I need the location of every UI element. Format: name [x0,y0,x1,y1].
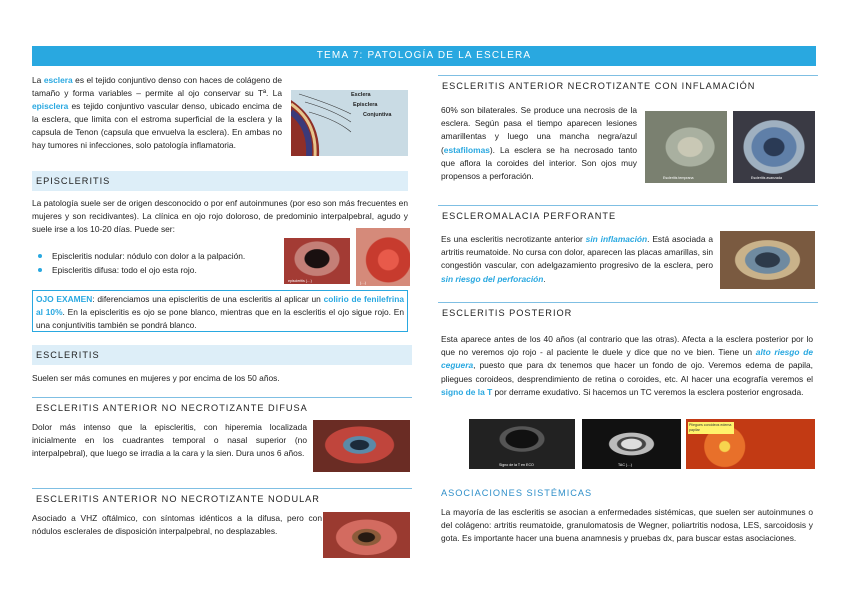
nodular-text: Asociado a VHZ oftálmico, con síntomas idénticos a la difusa, pero con nódulos esclerales de disposición interpalpebral, no desplazables. [32,513,322,537]
eco-caption: Signo de la T en ECO [499,463,534,467]
heading-escleromalacia: ESCLEROMALACIA PERFORANTE [438,205,818,226]
eco-signo-t-photo [469,419,575,469]
escleromalacia-text: Es una escleritis necrotizante anterior sin inflamación. Está asociada a artritis reumatoide. No cursa con dolor, aparecen las placas amarillas, sin congestión vascular, con adelgazamiento progresivo de la esclera, pero sin riesgo del perforación. [441,234,714,284]
escleritis-avanzada-caption: Escleritis avanzada [751,176,782,180]
bullet-difusa: Episcleritis difusa: todo el ojo esta rojo. [38,263,245,277]
tac-caption: TAC (…) [618,463,632,467]
heading-necrotizante: ESCLERITIS ANTERIOR NECROTIZANTE CON INFLAMACIÓN [438,75,818,96]
episcleritis-bullets [38,249,245,277]
sclera-anatomy-diagram [291,90,408,156]
term-estafilomas: estafilomas [443,144,490,155]
difusa-text: Dolor más intenso que la episcleritis, con hiperemia localizada inicialmente en los cuadrantes temporal o nasal superior (no interpalpebral), que luego se irradia a la cara y la sien. Dura unos 6 años. [32,422,307,459]
escleritis-temprana-caption: Escleritis temprana [663,176,694,180]
heading-asociaciones: ASOCIACIONES SISTÉMICAS [441,488,593,498]
diagram-label-conjuntiva: Conjuntiva [363,112,392,118]
nodular-photo [323,512,410,558]
ojo-examen-box: OJO EXAMEN: diferenciamos una episcleritis de una escleritis al aplicar un colirio de fenilefrina al 10%. En la episcleritis es ojo se pone blanco, mientras que en la escleritis el ojo sigue rojo. En una conjuntivitis también se pondrá blanco. [32,290,408,332]
term-sin-inflamacion: sin inflamación [585,234,648,244]
heading-escleritis: ESCLERITIS [32,345,412,365]
escleromalacia-photo [720,231,815,289]
term-episclera: episclera [32,101,69,111]
heading-posterior: ESCLERITIS POSTERIOR [438,302,818,323]
diagram-label-episclera: Episclera [353,102,378,108]
fondo-ojo-caption: Pliegues coroideos edema papilar [688,422,734,434]
difusa-photo [313,420,410,472]
ojo-examen-label: OJO EXAMEN [36,294,93,304]
bullet-dot-icon [38,268,42,272]
posterior-text: Esta aparece antes de los 40 años (al contrario que las otras). Afecta a la esclera posterior por lo que no veremos ojo rojo - al paciente le duele y dice que no ve bien. Tiene un alto riesgo de ceguera, puesto que para dx tenemos que hacer un fondo de ojo. Veremos edema de papila, pliegues coroideos, desprendimiento de retina o coroides, etc. Al hacer una ecografía veremos el signo de la T por derrame exudativo. Si hacemos un TC veremos la esclera posterior engrosada. [441,334,813,397]
episcleritis-photo-2-caption: (…) [360,281,366,285]
term-esclera: esclera [43,75,73,85]
escleritis-avanzada-photo [733,111,815,183]
asociaciones-text: La mayoría de las escleritis se asocian a enfermedades sistémicas, que suelen ser autoinmunes o del colágeno: artritis reumatoide, granulomatosis de Wegner, poliartritis nodosa, LES, sarcoidosis y gota. Es importante hacer una buena anamnesis y pruebas dx, para buscar estas asociaciones. [441,507,813,544]
escleritis-temprana-photo [645,111,727,183]
episcleritis-text: La patología suele ser de origen desconocido o por enf autoinmunes (por eso son más frecuentes en mujeres y son recidivantes). La clínica en ojo rojo doloroso, de predominio interpalpebral, agudo y suele irse a los 10-20 días. Puede ser: [32,198,408,235]
term-colirio: colirio de fenilefrina al 10% [36,294,404,317]
heading-nodular: ESCLERITIS ANTERIOR NO NECROTIZANTE NODULAR [32,488,412,509]
fondo-ojo-photo [686,419,815,469]
heading-episcleritis: EPISCLERITIS [32,171,408,191]
bullet-dot-icon [38,254,42,258]
episcleritis-photo-1-caption: episcleritis (…) [288,279,312,283]
term-signo-t: signo de la T [441,386,493,397]
intro-paragraph: La esclera es el tejido conjuntivo denso con haces de colágeno de tamaño y forma variables – permite al ojo conservar su Tª. La episclera es tejido conjuntivo vascular denso, ubicado encima de la esclera, que limita con el estroma superficial de la esclera y la capsula de Tenon (capsula que envuelva la esclera). En ambas no hay tumores ni infecciones, solo patología inflamatoria. [32,75,282,150]
tac-photo [582,419,681,469]
necrotizante-text: 60% son bilaterales. Se produce una necrosis de la esclera. Según pasa el tiempo aparecen lesiones amarillentas y luego una mancha negra/azul (estafilomas). La esclera se ha necrosado tanto que aflora la coroides del interior. Son ojos muy propensos a perforación. [441,105,637,182]
diagram-label-esclera: Esclera [351,92,371,98]
heading-difusa: ESCLERITIS ANTERIOR NO NECROTIZANTE DIFUSA [32,397,412,418]
episcleritis-photo-1 [284,238,350,284]
bullet-nodular: Episcleritis nodular: nódulo con dolor a la palpación. [38,249,245,263]
term-sin-riesgo: sin riesgo del perforación [441,273,544,284]
term-alto-riesgo: alto riesgo de ceguera [441,347,813,371]
page-title: TEMA 7: PATOLOGÍA DE LA ESCLERA [32,46,816,66]
episcleritis-photo-2 [356,228,410,286]
escleritis-text: Suelen ser más comunes en mujeres y por encima de los 50 años. [32,373,280,383]
